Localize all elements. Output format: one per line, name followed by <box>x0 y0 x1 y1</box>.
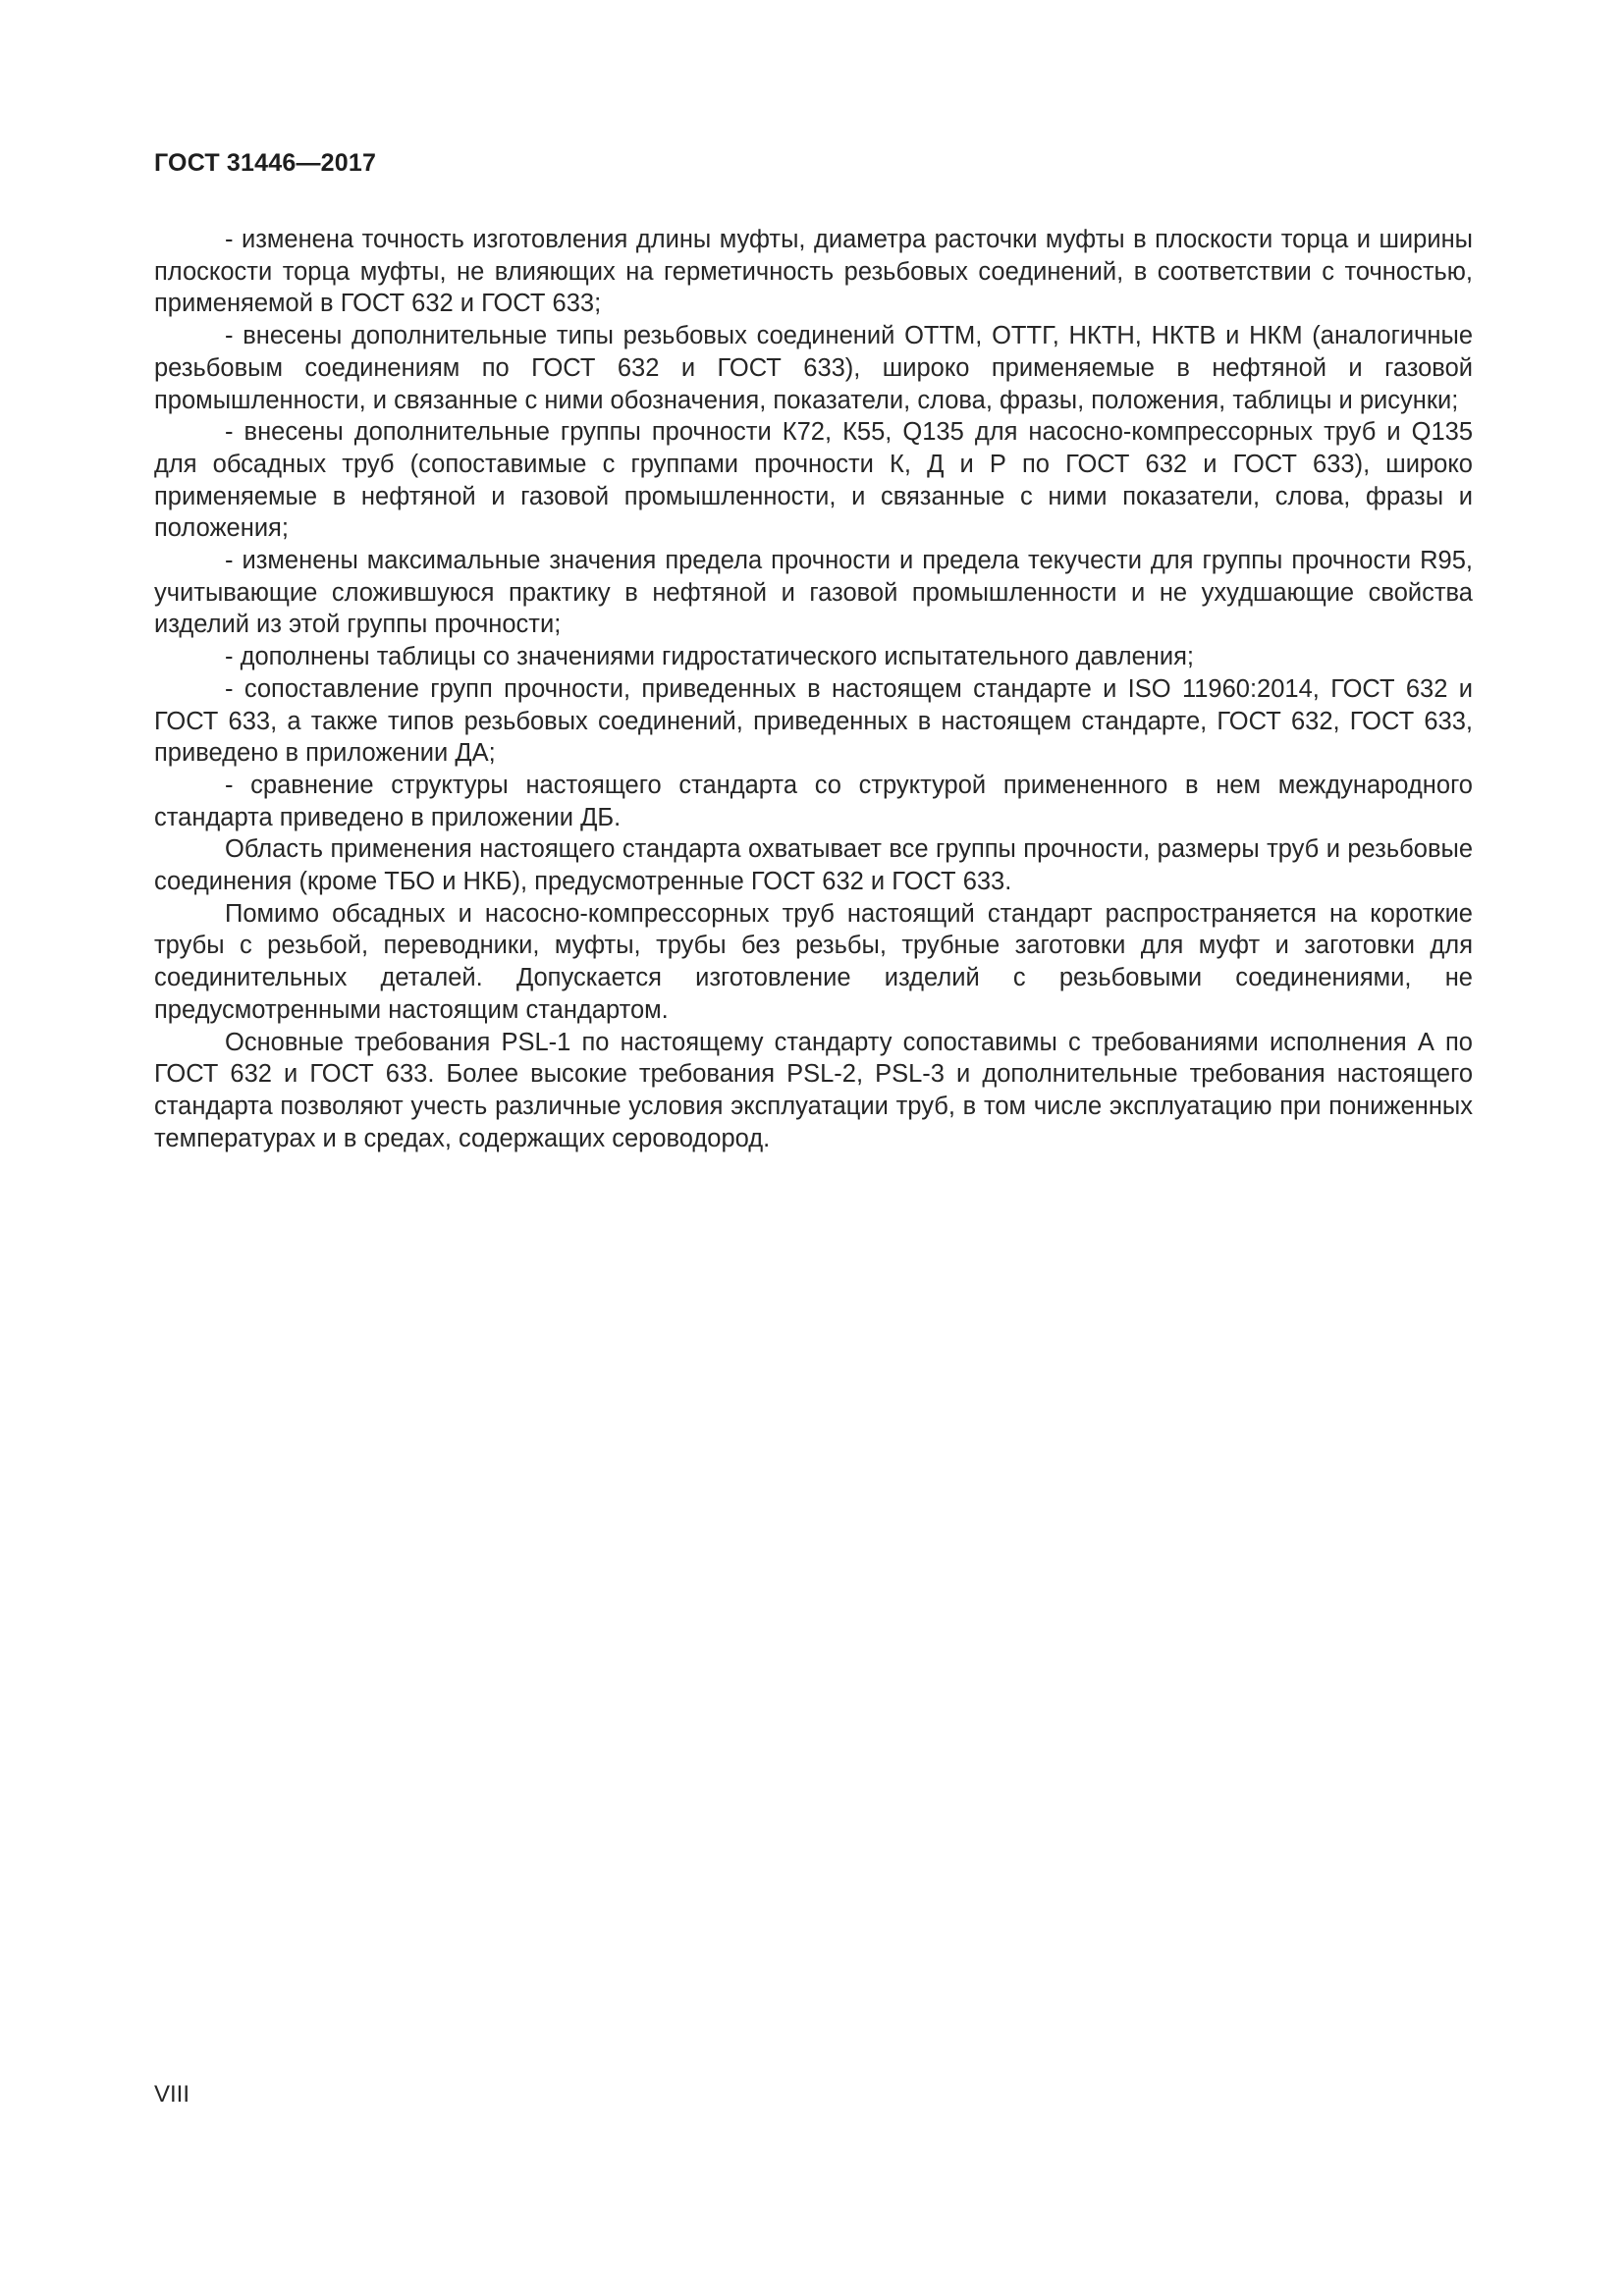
document-header: ГОСТ 31446—2017 <box>154 149 377 177</box>
paragraph-strength-groups: - внесены дополнительные группы прочности К72, К55, Q135 для насосно-компрессорных труб и Q135 для обсадных труб (сопоставимые с группами прочности К, Д и Р по ГОСТ 632 и ГОСТ 633), широко применяемые в нефтяной и газовой промышленности, и связанные с ними показатели, слова, фразы и положения; <box>154 418 1473 543</box>
paragraph-thread-types: - внесены дополнительные типы резьбовых соединений ОТТМ, ОТТГ, НКТН, НКТВ и НКМ (аналогичные резьбовым соединениям по ГОСТ 632 и ГОСТ 633), широко применяемые в нефтяной и газовой промышленности, и связанные с ними обозначения, показатели, слова, фразы, положения, таблицы и рисунки; <box>154 322 1473 414</box>
document-body <box>154 224 1473 1154</box>
paragraph-r95-limits: - изменены максимальные значения предела прочности и предела текучести для группы прочности R95, учитывающие сложившуюся практику в нефтяной и газовой промышленности и не ухудшающие свойства изделий из этой группы прочности; <box>154 547 1473 639</box>
paragraph-comparison-annex-da: - сопоставление групп прочности, приведенных в настоящем стандарте и ISO 11960:2014, ГОСТ 632 и ГОСТ 633, а также типов резьбовых соединений, приведенных в настоящем стандарте, ГОСТ 632, ГОСТ 633, приведено в приложении ДА; <box>154 674 1473 768</box>
paragraph-psl-requirements: Основные требования PSL-1 по настоящему стандарту сопоставимы с требованиями исполнения А по ГОСТ 632 и ГОСТ 633. Более высокие требования PSL-2, PSL-3 и дополнительные требования настоящего стандарта позволяют учесть различные условия эксплуатации труб, в том числе эксплуатацию при пониженных температурах и в средах, содержащих сероводород. <box>154 1028 1473 1152</box>
paragraph-products: Помимо обсадных и насосно-компрессорных труб настоящий стандарт распространяется на короткие трубы с резьбой, переводники, муфты, трубы без резьбы, трубные заготовки для муфт и заготовки для соединительных деталей. Допускается изготовление изделий с резьбовыми соединениями, не предусмотренными настоящим стандартом. <box>154 899 1473 1024</box>
paragraph-coupling-accuracy: - изменена точность изготовления длины муфты, диаметра расточки муфты в плоскости торца и ширины плоскости торца муфты, не влияющих на герметичность резьбовых соединений, в соответствии с точностью, применяемой в ГОСТ 632 и ГОСТ 633; <box>154 226 1473 318</box>
paragraph-structure-annex-db: - сравнение структуры настоящего стандарта со структурой примененного в нем международного стандарта приведено в приложении ДБ. <box>154 771 1473 831</box>
page-number: VIII <box>154 2081 190 2108</box>
paragraph-scope: Область применения настоящего стандарта охватывает все группы прочности, размеры труб и резьбовые соединения (кроме ТБО и НКБ), предусмотренные ГОСТ 632 и ГОСТ 633. <box>154 835 1473 896</box>
paragraph-hydrostatic-tables: - дополнены таблицы со значениями гидростатического испытательного давления; <box>225 643 1194 671</box>
